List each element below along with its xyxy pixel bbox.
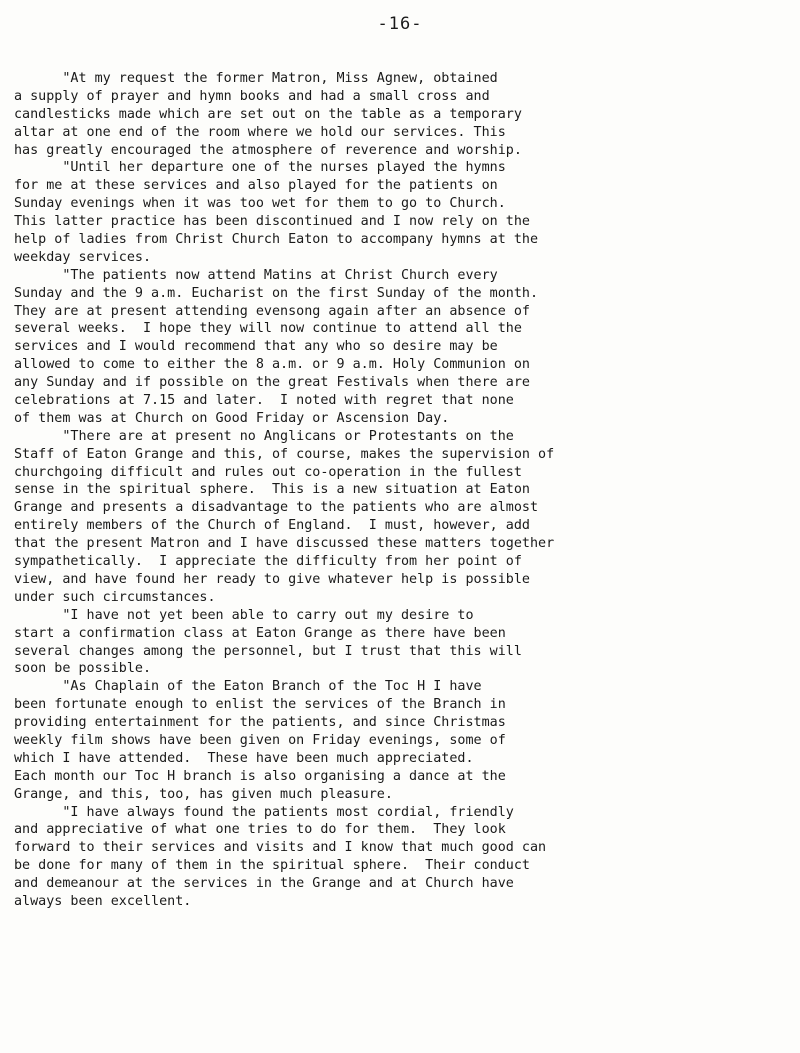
text-line: start a confirmation class at Eaton Grange as there have been [14, 625, 506, 641]
text-line: and appreciative of what one tries to do for them. They look [14, 822, 506, 838]
document-body [14, 70, 794, 911]
text-line: celebrations at 7.15 and later. I noted with regret that none [14, 393, 514, 409]
text-line: entirely members of the Church of England. I must, however, add [14, 518, 530, 534]
text-line: view, and have found her ready to give whatever help is possible [14, 571, 530, 587]
page-number: -16- [377, 14, 423, 34]
text-line: which I have attended. These have been much appreciated. [14, 750, 474, 766]
text-line: providing entertainment for the patients, and since Christmas [14, 715, 506, 731]
text-line: "The patients now attend Matins at Christ Church every [14, 267, 498, 283]
text-line: "At my request the former Matron, Miss Agnew, obtained [14, 71, 498, 86]
text-line: be done for many of them in the spiritual sphere. Their conduct [14, 858, 530, 874]
text-line: allowed to come to either the 8 a.m. or 9 a.m. Holy Communion on [14, 357, 530, 373]
text-line: help of ladies from Christ Church Eaton to accompany hymns at the [14, 232, 539, 248]
text-line: sense in the spiritual sphere. This is a new situation at Eaton [14, 482, 530, 498]
text-line: Sunday evenings when it was too wet for them to go to Church. [14, 196, 506, 212]
text-line: churchgoing difficult and rules out co-operation in the fullest [14, 464, 522, 480]
text-line: for me at these services and also played for the patients on [14, 178, 498, 194]
text-line: any Sunday and if possible on the great Festivals when there are [14, 375, 530, 391]
text-line: several weeks. I hope they will now continue to attend all the [14, 321, 522, 337]
text-line: Each month our Toc H branch is also organising a dance at the [14, 768, 506, 784]
text-line: sympathetically. I appreciate the difficulty from her point of [14, 554, 522, 570]
text-line: "I have not yet been able to carry out my desire to [14, 607, 474, 623]
text-line: under such circumstances. [14, 589, 216, 605]
text-line: and demeanour at the services in the Grange and at Church have [14, 876, 514, 892]
text-line: soon be possible. [14, 661, 152, 677]
text-line: always been excellent. [14, 893, 192, 909]
text-line: been fortunate enough to enlist the services of the Branch in [14, 697, 506, 713]
text-line: that the present Matron and I have discussed these matters together [14, 536, 555, 552]
text-line: a supply of prayer and hymn books and had a small cross and [14, 88, 490, 104]
text-line: of them was at Church on Good Friday or Ascension Day. [14, 410, 450, 426]
text-line: Sunday and the 9 a.m. Eucharist on the first Sunday of the month. [14, 285, 539, 301]
text-line: Grange, and this, too, has given much pleasure. [14, 786, 393, 802]
text-line: "There are at present no Anglicans or Protestants on the [14, 428, 514, 444]
text-line: Staff of Eaton Grange and this, of course, makes the supervision of [14, 446, 555, 462]
text-line: "Until her departure one of the nurses played the hymns [14, 160, 506, 176]
text-line: weekly film shows have been given on Friday evenings, some of [14, 732, 506, 748]
text-line: candlesticks made which are set out on the table as a temporary [14, 106, 522, 122]
text-line: services and I would recommend that any who so desire may be [14, 339, 498, 355]
text-line: "I have always found the patients most cordial, friendly [14, 804, 514, 820]
text-line: "As Chaplain of the Eaton Branch of the Toc H I have [14, 679, 482, 695]
text-line: several changes among the personnel, but I trust that this will [14, 643, 522, 659]
text-line: forward to their services and visits and I know that much good can [14, 840, 547, 856]
text-line: has greatly encouraged the atmosphere of reverence and worship. [14, 142, 522, 158]
text-line: Grange and presents a disadvantage to the patients who are almost [14, 500, 539, 516]
text-line: They are at present attending evensong again after an absence of [14, 303, 530, 319]
text-line: This latter practice has been discontinued and I now rely on the [14, 214, 530, 230]
text-line: altar at one end of the room where we hold our services. This [14, 124, 506, 140]
text-line: weekday services. [14, 249, 152, 265]
